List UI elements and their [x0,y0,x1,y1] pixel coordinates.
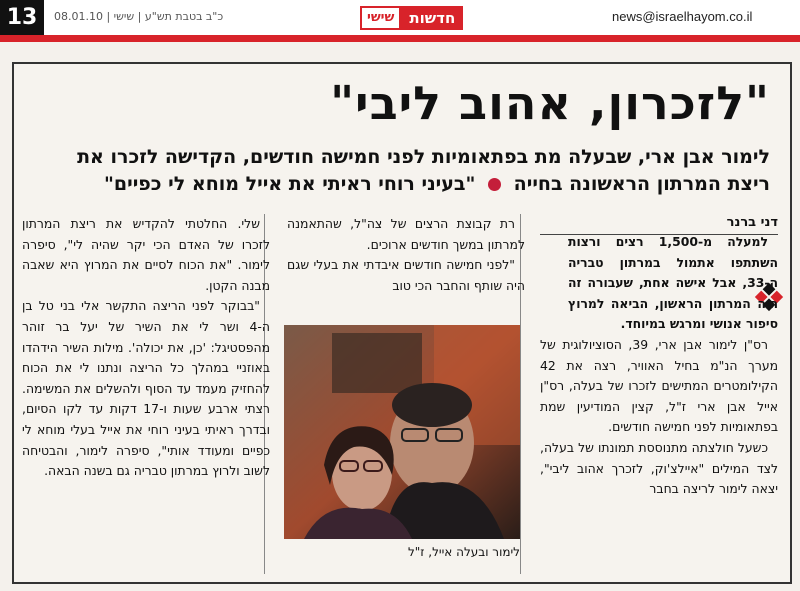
column-left [22,214,270,482]
article-headline: "לזכרון, אהוב ליבי" [330,76,770,130]
paragraph: כשעל חולצתה מתנוססת תמונתו של בעלה, לצד המילים "איילצ'וק, לזכרך אהוב ליבי", יצאה לימור לריצה בחבר [540,439,778,497]
section-sub-label: שישי [360,6,401,30]
section-logo [360,6,463,30]
column-right [540,232,778,500]
page-number: 13 [0,0,44,35]
issue-date: כ"ב בטבת תש"ע | שישי | 08.01.10 [54,10,224,23]
paragraph: שלי. החלטתי להקדיש את ריצת המרתון לזכרו של האדם הכי יקר שהיה לי", סיפרה לימור. "את הכוח לסיים את המרוץ היא שאבה מבנה הקטן. [22,216,270,293]
article-photo [284,325,520,539]
paragraph: "לפני חמישה חודשים איבדתי את בעלי שגם היה שותף והחבר הכי טוב [287,257,525,293]
page-header [0,0,800,38]
header-divider [0,38,800,42]
column-middle [287,214,525,296]
paragraph: רס"ן לימור אבן ארי, 39, הסוציולוגית של מערך הנ"מ בחיל האוויר, רצה את 42 הקילומטרים המתישים לזכרו של בעלה, רס"ן אייל אבן ארי ז"ל, קצין המודיעין שמת בפתאומיות לפני חמישה חודשים. [540,336,778,435]
section-main-label: חדשות [401,6,463,30]
article-subhead [30,144,770,198]
paragraph: "בבוקר לפני הריצה התקשר אלי בני טל בן ה-4 ושר לי את השיר של יעל בר זוהר מהפסטיגל: 'כן, את יכולה'. מילות השיר הידהדו באוזניי במהלך כל הריצה ונתנו לי את הכוח להחזיק מעמד עד הסוף ולהשלים את המשימה. רצתי ארבע שעות ו-17 דקות עד לקו הסיום, ובדרך ראיתי בעיני רוחי את אייל בעלי מוחא לי כפיים ומעודד אותי", סיפרה לימור, והבטיחה לשוב ולרוץ במרתון טבריה גם בשנה הבאה. [22,298,270,479]
contact-email[interactable]: news@israelhayom.co.il [612,9,753,24]
subhead-quote: "בעיני רוחי ראיתי את אייל מוחא לי כפיים" [103,173,476,195]
paragraph-lead: למעלה מ-1,500 רצים ורצות השתתפו אתמול במרתון טבריה ה-33, אבל אישה אחת, שעבורה זה היה המרתון הראשון, הביאה למרוץ סיפור אנושי ומרגש במיוחד. [568,234,778,332]
subhead-line-1: לימור אבן ארי, שבעלה מת בפתאומיות לפני חמישה חודשים, הקדישה לזכרו את [77,146,770,168]
bullet-dot-icon [488,178,501,191]
subhead-line-2 [30,171,770,198]
photo-caption: לימור ובעלה אייל, ז"ל [407,545,520,559]
subhead-part-a: ריצת המרתון הראשונה בחייה [513,173,770,195]
paragraph: רת קבוצת הרצים של צה"ל, שהתאמנה למרתון במשך חודשים ארוכים. [287,216,525,252]
byline: דני ברנר [540,214,778,235]
